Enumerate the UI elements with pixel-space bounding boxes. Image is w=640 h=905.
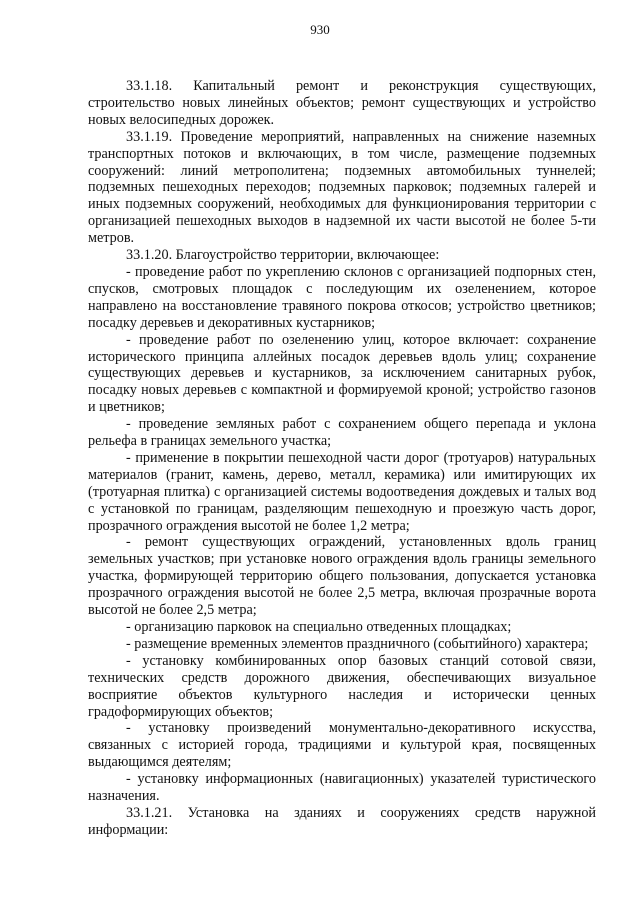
page-number: 930 xyxy=(310,22,330,37)
paragraph-33-1-21: 33.1.21. Установка на зданиях и сооружениях средств наружной информации: xyxy=(88,804,596,838)
list-item-parking: - организацию парковок на специально отведенных площадках; xyxy=(126,619,512,635)
list-item-street-greening: - проведение работ по озеленению улиц, которое включает: сохранение исторического принципа аллейных посадок деревьев вдоль улиц; сохранение существующих деревьев и кустарников, за исключением санитарных рубок, посадку новых деревьев с компактной и формируемой кроной; устройство газонов и цветников; xyxy=(88,331,596,416)
list-item-earthworks: - проведение земляных работ с сохранением общего перепада и уклона рельефа в границах земельного участка; xyxy=(88,416,596,450)
paragraph-33-1-20: 33.1.20. Благоустройство территории, включающее: xyxy=(126,247,440,264)
list-item-monumental-art: - установку произведений монументально-декоративного искусства, связанных с историей города, традициями и культурой края, посвященных выдающимся деятелям; xyxy=(88,720,596,771)
paragraph-33-1-18: 33.1.18. Капитальный ремонт и реконструкция существующих, строительство новых линейных объектов; ремонт существующих и устройство новых велосипедных дорожек. xyxy=(88,78,596,128)
list-item-fences: - ремонт существующих ограждений, установленных вдоль границ земельных участков; при установке нового ограждения вдоль границы земельного участка, формирующей территорию общего пользования, допускается установка прозрачного ограждения высотой не более 2,5 метра, включая прозрачные ворота высотой не более 2,5 метра; xyxy=(88,534,596,619)
list-item-cellular-supports: - установку комбинированных опор базовых станций сотовой связи, технических средств дорожного движения, обеспечивающих визуальное восприятие объектов культурного наследия и исторически ценных градоформирующих объектов; xyxy=(88,652,596,720)
paragraph-33-1-19: 33.1.19. Проведение мероприятий, направленных на снижение наземных транспортных потоков и включающих, в том числе, размещение подземных сооружений: линий метрополитена; подземных автомобильных туннелей; подземных пешеходных переходов; подземных парковок; подземных галерей и иных подземных сооружений, необходимых для функционирования территории с организацией пешеходных выходов в надземной их части высотой не более 5-ти метров. xyxy=(88,128,596,247)
list-item-temporary-elements: - размещение временных элементов праздничного (событийного) характера; xyxy=(126,635,589,652)
list-item-pavement: - применение в покрытии пешеходной части дорог (тротуаров) натуральных материалов (гранит, камень, дерево, металл, керамика) или имитирующих их (тротуарная плитка) с организацией системы водоотведения дождевых и талых вод с установкой по границам, разделяющим пешеходную и проезжую часть дорог, прозрачного ограждения высотой не более 1,2 метра; xyxy=(88,449,596,534)
list-item-tourist-signs: - установку информационных (навигационных) указателей туристического назначения. xyxy=(88,771,596,805)
list-item-slopes: - проведение работ по укреплению склонов с организацией подпорных стен, спусков, смотровых площадок с последующим их озеленением, которое направлено на восстановление травяного покрова откосов; устройство цветников; посадку деревьев и декоративных кустарников; xyxy=(88,263,596,331)
document-body xyxy=(88,78,596,839)
